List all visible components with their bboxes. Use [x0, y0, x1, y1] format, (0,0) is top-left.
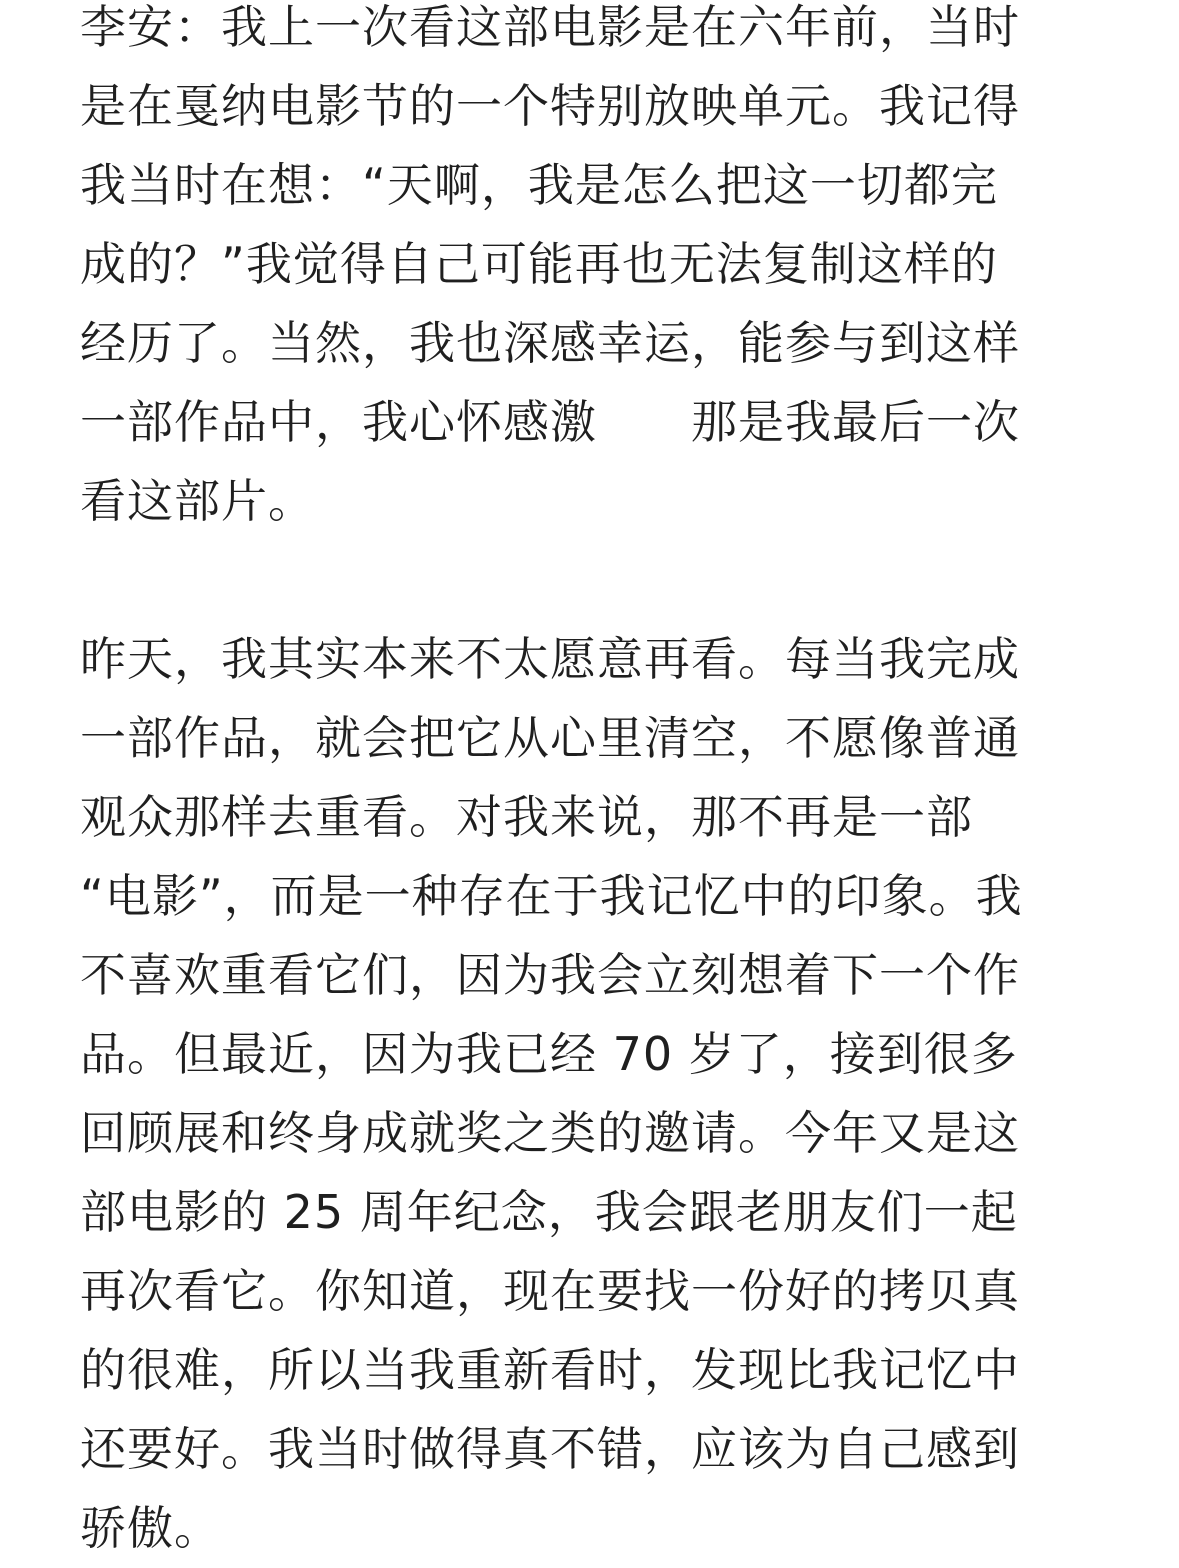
text-line: 昨天，我其实本来不太愿意再看。每当我完成 — [80, 632, 1020, 686]
text-line: 的很难，所以当我重新看时，发现比我记忆中 — [80, 1343, 1020, 1397]
text-line: 李安：我上一次看这部电影是在六年前，当时 — [80, 0, 1020, 54]
text-line: 一部作品中，我心怀感激 那是我最后一次 — [80, 395, 1020, 449]
text-line: 部电影的 25 周年纪念，我会跟老朋友们一起 — [80, 1185, 1018, 1239]
text-line: 一部作品，就会把它从心里清空，不愿像普通 — [80, 711, 1020, 765]
text-line: 再次看它。你知道，现在要找一份好的拷贝真 — [80, 1264, 1020, 1318]
article-body — [80, 0, 1100, 1568]
paragraph-1 — [80, 0, 1100, 541]
text-line: 还要好。我当时做得真不错，应该为自己感到 — [80, 1422, 1020, 1476]
paragraph-2 — [80, 620, 1100, 1568]
text-line: 不喜欢重看它们，因为我会立刻想着下一个作 — [80, 948, 1020, 1002]
text-line: 品。但最近，因为我已经 70 岁了，接到很多 — [80, 1027, 1018, 1081]
text-line: 成的？”我觉得自己可能再也无法复制这样的 — [80, 237, 998, 291]
text-line: 经历了。当然，我也深感幸运，能参与到这样 — [80, 316, 1020, 370]
text-line: 回顾展和终身成就奖之类的邀请。今年又是这 — [80, 1106, 1020, 1160]
paragraph-spacer — [80, 541, 1100, 620]
text-line: “电影”，而是一种存在于我记忆中的印象。我 — [80, 869, 1023, 923]
text-line: 骄傲。 — [80, 1501, 221, 1555]
text-line: 看这部片。 — [80, 474, 315, 528]
text-line: 我当时在想：“天啊，我是怎么把这一切都完 — [80, 158, 998, 212]
text-line: 观众那样去重看。对我来说，那不再是一部 — [80, 790, 973, 844]
text-line: 是在戛纳电影节的一个特别放映单元。我记得 — [80, 79, 1020, 133]
